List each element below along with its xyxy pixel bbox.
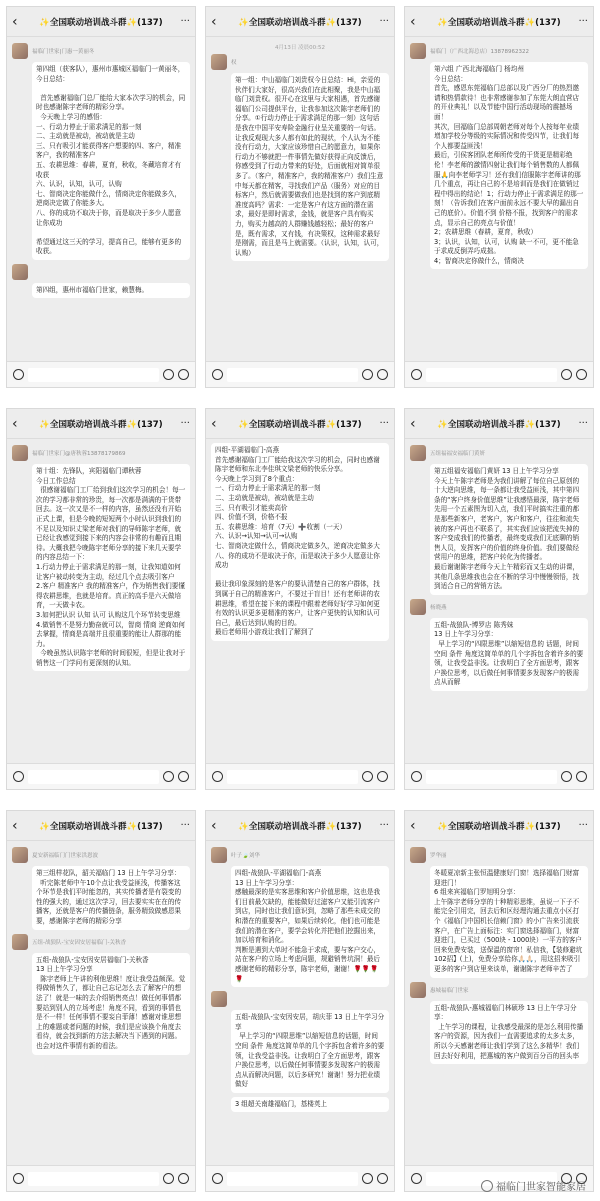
- group-title: ✨全国联动培训战斗群✨(137): [238, 821, 362, 832]
- add-icon[interactable]: [178, 771, 189, 782]
- voice-icon[interactable]: [212, 1173, 223, 1184]
- input-bar: [7, 361, 195, 387]
- message-bubble[interactable]: 第六组 广西北海福临门 杨均州 今日总结： 首先，感恩东莞福临门总部以及广西分厂的热烈邀请和热情款待！也非常感谢参加了东莞大朗直营店的开业典礼！以及节能中国行活动现场的震撼场面！ 其次，回福临门总部周朝老师对每个人按每年业绩增加学校分等级的实际情况和传受四节，让我们每个人都要益匪浅！ 最后，引侯客团队老师所传受的干货更是精彩绝伦！李老师的激情四射让我们每个销售数的人都佩服🙏向李老师学习！还有我们信服陈宇老师讲的那几个重点，再让自己的不是培训而是我们在做销过程中得出的结论！1；行动力停止于需求满足的那一刻！（告诉我们在客户面前永远不要大早的漏出自己的底价）。价值不到 价格不报，找到客户的需求点，显示自己的亮点与价值！ 2；农耕思维（春耕，夏育，秋收） 3；认识，认知，认可，认购 缺一不可，更不能急于求成反倒弄巧成拙。 4；智商决定你做什么，情商决: [430, 62, 588, 269]
- back-arrow-icon[interactable]: ‹: [410, 817, 416, 834]
- input-bar: [7, 1165, 195, 1191]
- message-input[interactable]: [426, 368, 557, 382]
- message-bubble[interactable]: 四组-平湖福临门-高燕 首先感谢福临门工厂能给我这次学习的机会，同时也感谢陈宇老师和东北李佳琪文梁老师的快乐分享。 今天晚上学习到了8个重点： 一、行动力停止于需求满足的那一刻 二、主动就是被动，被动就是主动 三、只有吸引才能卖高价 四、价值不到，价格不报 五、农耕思维：培育（7天）➕收割（一天） 六、认识→认知→认可→认购 七、智商决定做什么，情商决定做多久，逆商决定做多大 八、你的成功不是取决于你，而是取决于多少人愿意让你成功 最让我印象深刻的是客户的要认清楚自己的客户群体，找到属于自己的精准客户，不要过于盲目！还有老师讲的农耕思维，希望在接下来的课程中跟着老师好好学习如何更有效的认识更多更精准的客户，让客户更快的认知和认可自己，最后达到认购的目的。 最后老师用小游戏让我们了解到了: [211, 443, 389, 641]
- input-bar: [206, 361, 394, 387]
- avatar[interactable]: [12, 445, 28, 461]
- chat-card-3: [404, 6, 594, 388]
- chat-body[interactable]: [7, 37, 195, 359]
- message-sender: [410, 43, 588, 59]
- group-title: ✨全国联动培训战斗群✨(137): [39, 821, 163, 832]
- chat-body[interactable]: [405, 841, 593, 1163]
- group-title: ✨全国联动培训战斗群✨(137): [437, 419, 561, 430]
- sender-name: 五组福福安福临门黄妍: [430, 451, 486, 457]
- chat-card-6: [404, 408, 594, 790]
- message-bubble[interactable]: 第五组福安福临门黄妍 13 日上午学习分享 今天上午陈宇老师是为我们讲解了每位自己原创的十大逆向思维，每一条都让我受益匪浅，其中第四条的“客户终身价值思维”让我感悟最深，陈宇老师先用一个五素图为切入点，我们平时搞实注重的都是那些新客户，老客户，客户和客户，往往和流失被的客户再也不联系了，其实我们应该把流失掉的客户变成我们的传播者，最终变成我们无底聊的销售人员，发挥客户的价值的终身价值。我们要做经营用户的思维，把客户转化为传播者。 最后谢谢陈宇老师今天上午精彩而又生动的讲课，其他几条思维我也会在不断的学习中慢慢领悟，找到适合自己的营销方法。: [430, 464, 588, 595]
- watermark: [481, 1178, 586, 1193]
- add-icon[interactable]: [377, 369, 388, 380]
- avatar[interactable]: [410, 599, 426, 615]
- message-sender: [211, 847, 389, 863]
- sender-name: 福临门（广西北海总店）13878962322: [430, 49, 529, 55]
- input-bar: [206, 1165, 394, 1191]
- chat-body[interactable]: [405, 439, 593, 761]
- voice-icon[interactable]: [212, 369, 223, 380]
- input-bar: [206, 763, 394, 789]
- message-bubble[interactable]: 五组-战狼队-宝安因安居，胡庆菲 13 日上午学习分享 早上学习的“四限思维”以缩短信息的话题，时间 空间 条件 角度这简单单的几个字拆包含着许多的要领，让我受益非浅。让我明白了全方面思考，跟客户换位思考，以后做任何事情要多发现客户的极需点从而解决问题，以后多研究！谢谢！努力把业绩做好: [231, 1010, 389, 1093]
- sender-name: 杨晓燕: [430, 604, 447, 611]
- voice-icon[interactable]: [212, 771, 223, 782]
- message-bubble[interactable]: 五组-战狼队-惠城福临门林硕珍 13 日上午学习分享： 上午学习的课程，让我感受最深的是怎么利用传播客户的资源，因为我们一直需要追求的太多太多，所以今天感谢老师让我们学到了这么多精华！我们回去好好利用，把惠城的客户做到百分百的回头率: [430, 1001, 588, 1065]
- sender-name: 罗华丽: [430, 853, 447, 859]
- message-sender: [211, 991, 389, 1007]
- avatar[interactable]: [211, 54, 227, 70]
- message-sender: [12, 847, 190, 863]
- message-input[interactable]: [28, 770, 159, 784]
- message-bubble[interactable]: 第三组样花队，韶关福临门 13 日上午学习分享： 听完陈老师中午10个点让我受益匪浅，传播客这个环节是我们平时能忽的，其实传播者是有裂变的性的强大的，通过这次学习，回去要实实在在的传播客，还就是客户的传播链条，服务精致做感恩果要，感谢陈宇老师的精彩分享: [32, 866, 190, 930]
- sender-name: 惠城福临门世家: [430, 987, 469, 994]
- avatar[interactable]: [410, 982, 426, 998]
- chat-body[interactable]: [7, 439, 195, 761]
- chat-body[interactable]: [206, 37, 394, 359]
- group-title: ✨全国联动培训战斗群✨(137): [39, 17, 163, 28]
- chat-header: [405, 811, 593, 841]
- sender-name: 福临门世家|门惠一黄丽冬: [32, 49, 95, 55]
- avatar[interactable]: [12, 847, 28, 863]
- message-bubble[interactable]: 第一组：中山福临门刘贵权今日总结：Hi，亲爱的伙伴们大家好，很高兴我们在此相聚，我是中山福临门刘贵权。很开心在这里与大家相遇，首先感谢福临门公司提供平台，让我参加这次陈宇老师们的分享。①行动力停止于需求满足的那一刻）这句话是我在中国平安寿险金融行业呈关重要的一句话。让我反观现大多人都有如此的现状，个人认为不能没有行动力，大家应该珍惜自己的愿意力，如果你行动力不够就把一件事情先做好获得正向反馈后，你感受到了行动力带来的好处，后面就相对简单很多了。（客户，精准客户，我的精准客户）我们生意中每天都在精客，寻找我们产品（服务）对应的目标客户，然后就需要做我们也是找到的客户到底精准度高吗？需求：一定是客户有这方面的潜在需求，最好是即时需求，金钱，就是客户具有购买力，购买力越高的人群赚钱越轻松；最好的客户是，既有需求，又有钱，有决策权，这种需求最好是刚需，而且是马上就需要。（认识，认知，认可，认购）: [231, 73, 389, 261]
- avatar[interactable]: [410, 445, 426, 461]
- message-sender: [410, 982, 588, 998]
- message-sender: [12, 264, 190, 280]
- more-options-icon[interactable]: ···: [578, 418, 588, 429]
- voice-icon[interactable]: [411, 1173, 422, 1184]
- message-bubble[interactable]: 第十组：先锋队，宾阳福临门谭秋蓉 今日工作总结 很感谢福临门工厂给到我们这次学习的机会！每一次的学习都非常的珍贵，每一次都是满满的干货带回去。这一次又是不一样的内容，虽然还没有开始正式上课，但是今晚的短短两个小时认识到我们的不足以及知识丈梁老师对我们的导师陈宇老师，就已经让我感觉到接下来的内容会非常的有趣而且期待。大概我把今晚陈宇老师分享的接下来几天要学的内容总结一下： 1.行动力停止于需求满足的那一刻，让我知道如何让客户被动转变为主动，经过几个点去吸引客户 2.客户 精准客户 我的精准客户，作为销售我们要懂得农耕思维，也就是培育。真正的高手是六天做培育，一天做卡农。 3.如何把认识 认知 认可 认购这几个环节转变思维 4.做销售不是努力勤奋就可以，智商 情商 逆商如何去掌握，情商是高端并且很重要的能让人群那的能力。 今晚虽然认识陈宇老师的时间很短，但是让我对于销售这一门学问有更深刻的认知。: [32, 464, 190, 671]
- group-title: ✨全国联动培训战斗群✨(137): [238, 17, 362, 28]
- avatar[interactable]: [12, 43, 28, 59]
- message-bubble[interactable]: 第四组（获客队），惠州市惠城区福临门一黄丽冬，今日总结： 首先感谢福临门总厂能给大家本次学习的机会，同时也感谢陈宇老师的精彩分享。 今天晚上学习的感悟： 一、行动力停止于需求满足的那一刻 二、主动就是被动，被动就是主动 三、只有吸引才能获得客户想要的四、客户，精准客户，我的精准客户 五、农耕思维：春耕，夏育，秋收，冬藏培育才有收获 六、认识，认知，认可，认购 七、智商决定你能做什么，情商决定你能做多久，逆商决定做了你能多大。 八、你的成功不取决于你，而是取决于多少人愿意让你成功 希望通过这三天的学习，提高自己，能够有更多的收获。: [32, 62, 190, 260]
- emoji-icon[interactable]: [163, 1173, 174, 1184]
- back-arrow-icon[interactable]: ‹: [211, 817, 217, 834]
- emoji-icon[interactable]: [163, 369, 174, 380]
- message-sender: [410, 847, 588, 863]
- message-bubble[interactable]: 五组-战狼队-博罗店 陈秀妹 13 日上午学习分享： 早上学习的“四限思维”以缩短信息的 话题，时间 空间 条件 角度这简单单的几个字拆包含着许多的要领，让我受益非浅。让我明白了全方面思考，跟客户换位思考，以后做任何事情要多发现客户的极需点从而解: [430, 618, 588, 691]
- add-icon[interactable]: [178, 1173, 189, 1184]
- message-input[interactable]: [426, 770, 557, 784]
- chat-header: [206, 7, 394, 37]
- input-bar: [7, 763, 195, 789]
- input-bar: [405, 763, 593, 789]
- message-input[interactable]: [28, 1172, 159, 1186]
- chat-header: [405, 409, 593, 439]
- chat-card-5: [205, 408, 395, 790]
- voice-icon[interactable]: [411, 369, 422, 380]
- input-bar: [405, 361, 593, 387]
- chat-header: [206, 409, 394, 439]
- voice-icon[interactable]: [13, 369, 24, 380]
- back-arrow-icon[interactable]: ‹: [211, 415, 217, 432]
- chat-card-9: [404, 810, 594, 1192]
- group-title: ✨全国联动培训战斗群✨(137): [238, 419, 362, 430]
- group-title: ✨全国联动培训战斗群✨(137): [437, 17, 561, 28]
- more-options-icon[interactable]: ···: [180, 16, 190, 27]
- add-icon[interactable]: [377, 771, 388, 782]
- message-sender: [12, 43, 190, 59]
- emoji-icon[interactable]: [362, 771, 373, 782]
- message-input[interactable]: [28, 368, 159, 382]
- back-arrow-icon[interactable]: ‹: [12, 415, 18, 432]
- message-input[interactable]: [227, 1172, 358, 1186]
- message-bubble[interactable]: 四组-战狼队-平湖福临门-高燕 13 日上午学习分享： 感触最深的是实客思维和客户价值思维，这也是我们目前最欠缺的，能能做好过滤客户又能引流客户到店，同时也让我们意识到，忽略了那些未成交的和潜在的重要客户，如果后续转化，他们也可能是我们的潜在客户，要学会转化并把他们挖掘出来，加以培育和消化。 判断是遇到大单时不能急于求成，要与客户交心，站在客户的立场上考虑问题，规避销售坑洞！最后感谢老师的精彩分享，陈宇老师，谢谢！🌹🌹🌹🌹: [231, 866, 389, 987]
- message-sender: [410, 445, 588, 461]
- sender-name: 权: [231, 60, 237, 66]
- avatar[interactable]: [410, 43, 426, 59]
- avatar[interactable]: [12, 934, 28, 950]
- group-title: ✨全国联动培训战斗群✨(137): [437, 821, 561, 832]
- message-sender: [12, 445, 190, 461]
- timestamp: 4月13日 凌晨00:52: [274, 45, 326, 51]
- avatar[interactable]: [211, 991, 227, 1007]
- chat-body[interactable]: [7, 841, 195, 1163]
- wechat-logo-icon: [481, 1180, 493, 1192]
- more-options-icon[interactable]: ···: [379, 418, 389, 429]
- watermark-text: 福临门世家智能家居: [496, 1182, 586, 1193]
- more-options-icon[interactable]: ···: [578, 16, 588, 27]
- avatar[interactable]: [410, 847, 426, 863]
- chat-card-2: [205, 6, 395, 388]
- chat-card-8: [205, 810, 395, 1192]
- back-arrow-icon[interactable]: ‹: [12, 817, 18, 834]
- sender-name: 五组-战狼队-宝安因安居福临门-关秋香: [32, 939, 126, 946]
- chat-header: [7, 409, 195, 439]
- more-options-icon[interactable]: ···: [578, 820, 588, 831]
- chat-header: [405, 7, 593, 37]
- emoji-icon[interactable]: [362, 1173, 373, 1184]
- voice-icon[interactable]: [411, 771, 422, 782]
- add-icon[interactable]: [178, 369, 189, 380]
- avatar[interactable]: [12, 264, 28, 280]
- more-options-icon[interactable]: ···: [180, 820, 190, 831]
- add-icon[interactable]: [576, 771, 587, 782]
- back-arrow-icon[interactable]: ‹: [211, 13, 217, 30]
- chat-card-1: [6, 6, 196, 388]
- add-icon[interactable]: [377, 1173, 388, 1184]
- message-sender: [211, 54, 389, 70]
- more-options-icon[interactable]: ···: [379, 16, 389, 27]
- chat-body[interactable]: [206, 841, 394, 1163]
- voice-icon[interactable]: [13, 771, 24, 782]
- back-arrow-icon[interactable]: ‹: [12, 13, 18, 30]
- chat-header: [206, 811, 394, 841]
- back-arrow-icon[interactable]: ‹: [410, 415, 416, 432]
- message-input[interactable]: [227, 770, 358, 784]
- chat-body[interactable]: [206, 439, 394, 761]
- chat-body[interactable]: [405, 37, 593, 359]
- emoji-icon[interactable]: [362, 369, 373, 380]
- back-arrow-icon[interactable]: ‹: [410, 13, 416, 30]
- message-sender: [12, 934, 190, 950]
- message-sender: [410, 599, 588, 615]
- more-options-icon[interactable]: ···: [379, 820, 389, 831]
- emoji-icon[interactable]: [561, 369, 572, 380]
- group-title: ✨全国联动培训战斗群✨(137): [39, 419, 163, 430]
- chat-header: [7, 811, 195, 841]
- emoji-icon[interactable]: [561, 771, 572, 782]
- voice-icon[interactable]: [13, 1173, 24, 1184]
- chat-card-7: [6, 810, 196, 1192]
- chat-card-4: [6, 408, 196, 790]
- sender-name: 福临门世家门@唐秋蓉13878179869: [32, 451, 126, 457]
- sender-name: 叶子🍃刘华: [231, 853, 260, 859]
- message-input[interactable]: [227, 368, 358, 382]
- message-bubble[interactable]: 五组-战狼队-宝安因安居福临门-关秋香 13 日上午学习分享 陈宇老师上午讲的利他思维！度让我受益颇深。觉得做销售久了，都让自己忘记怎么去了解客户的想法了！就是一味的去介绍销售亮点！做任何事情都要站到别人的立场考虑！角度不同，看到的事情也是不一样！任何事情不要妄自菲薄！感谢对谁思想上的难题或者问题的时候，我们是应该换个角度去看待，就会找到新的方法去解决当下遇到的问题。也会对这件事情有新的看法。: [32, 953, 190, 1055]
- more-options-icon[interactable]: ···: [180, 418, 190, 429]
- emoji-icon[interactable]: [163, 771, 174, 782]
- sender-name: 夏安新福临门门世家洪恩波: [32, 853, 99, 859]
- add-icon[interactable]: [576, 369, 587, 380]
- message-bubble[interactable]: 冬暖夏凉新主张恒温健康好门窗！选择福临门财富迎进门！ 6 组来宾福临门罗旭明分享： 上午陈宇老师分享的十种精彩思维，虽说一下子不能完全引用完，回去后和区经理沟通去重点小区打个《福临门中国机长信赖门窗》的小广告来引流获客户，在广告上面标注：实门窗选择福临门，财富迎进门，已买过（500块 - 1000块）一平方的客户回来免费安装，送保温的窗帘！私信我，【装修避坑102招】(上)，免费分享给你🙏🏻🙏🏻，用这招来吸引更多的客户到店里来谈单，谢谢陈宇老师辛苦了: [430, 866, 588, 978]
- avatar[interactable]: [211, 847, 227, 863]
- message-bubble[interactable]: 第四组，惠州市福临门世家，赖慧梅。: [32, 283, 190, 299]
- message-bubble[interactable]: 3 组超关南雄福临门，基楼英上: [231, 1097, 389, 1113]
- chat-header: [7, 7, 195, 37]
